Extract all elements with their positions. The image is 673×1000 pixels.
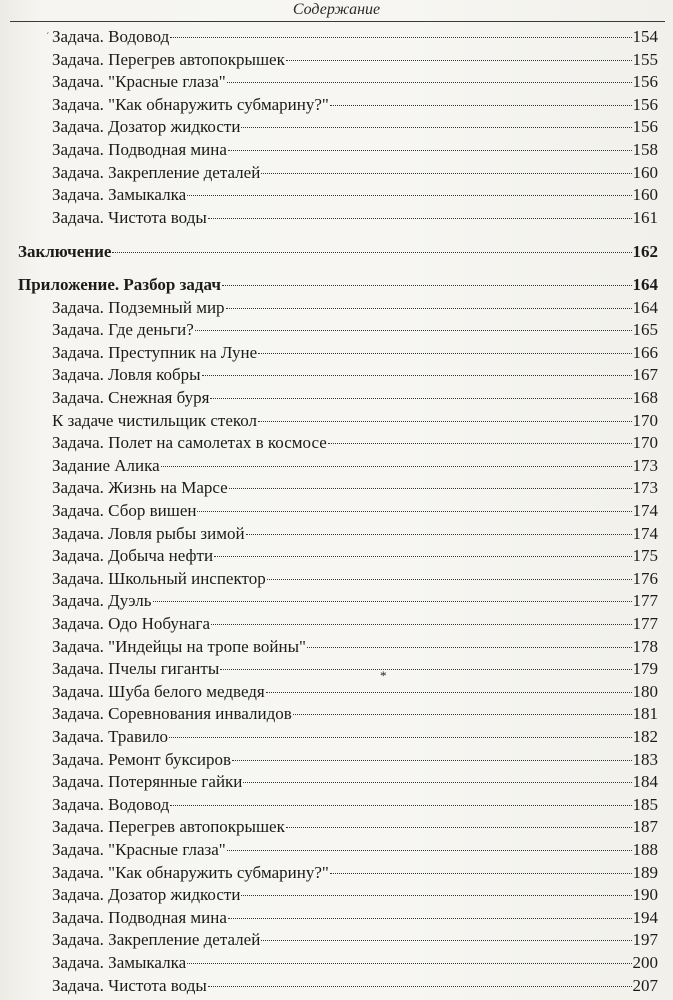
toc-entry — [52, 387, 658, 409]
toc-entry-title: Задача. Дозатор жидкости — [52, 885, 241, 905]
toc-entry — [52, 319, 658, 341]
toc-entry-page: 167 — [632, 365, 658, 385]
dot-leader — [208, 986, 632, 987]
dot-leader — [266, 692, 632, 693]
toc-entry-title: Задача. Водовод — [52, 27, 170, 46]
toc-entry-title: Задача. Жизнь на Марсе — [52, 478, 228, 498]
toc-entry-title: Приложение. Разбор задач — [18, 275, 221, 294]
toc-entry — [52, 26, 658, 48]
toc-entry-title: К задаче чистильщик стекол — [52, 410, 258, 430]
toc-entry-page: 174 — [632, 501, 658, 520]
toc-entry-title: Заключение — [18, 242, 112, 262]
dot-leader — [220, 669, 631, 670]
toc-entry-page: 177 — [632, 591, 658, 611]
toc-section — [18, 241, 658, 263]
toc-entry — [52, 71, 658, 93]
toc-entry-page: 207 — [632, 975, 658, 995]
dot-leader — [330, 105, 632, 106]
toc-entry-page: 156 — [632, 117, 658, 137]
dot-leader — [228, 918, 632, 919]
toc-entry-page: 183 — [632, 749, 658, 769]
toc-entry-title: Задача. Ловля рыбы зимой — [52, 523, 245, 543]
dot-leader — [195, 330, 632, 331]
dot-leader — [227, 82, 632, 83]
toc-entry-page: 170 — [632, 433, 658, 453]
dot-leader — [258, 353, 631, 354]
toc-entry — [52, 342, 658, 364]
dot-leader — [222, 285, 632, 286]
toc-entry-page: 168 — [632, 388, 658, 407]
dot-leader — [261, 173, 631, 174]
toc-entry — [52, 94, 658, 116]
dot-leader — [286, 60, 632, 61]
toc-entry — [52, 636, 658, 658]
dot-leader — [293, 714, 632, 715]
toc-entry-title: Задача. Водовод — [52, 794, 170, 814]
dot-leader — [112, 252, 631, 253]
toc-entry-page: 200 — [632, 953, 658, 972]
toc-entry — [52, 816, 658, 838]
toc-entry-page: 187 — [632, 817, 658, 837]
dot-leader — [208, 218, 632, 219]
toc-entry-title: Задача. Чистота воды — [52, 207, 207, 227]
dot-leader — [153, 601, 632, 602]
toc-entry-title: Задача. Школьный инспектор — [52, 568, 266, 588]
toc-entry-title: Задача. Чистота воды — [52, 975, 207, 995]
toc-entry — [52, 455, 658, 477]
toc-entry-page: 154 — [632, 27, 658, 46]
toc-entry-page: 184 — [632, 772, 658, 792]
toc-entry — [52, 364, 658, 386]
header-rule — [10, 21, 665, 22]
toc-entry-page: 181 — [632, 704, 658, 724]
toc-entry — [52, 884, 658, 906]
toc-entry — [52, 523, 658, 545]
print-speck: ˊ — [46, 32, 50, 43]
dot-leader — [246, 534, 632, 535]
dot-leader — [170, 37, 631, 38]
dot-leader — [307, 647, 632, 648]
toc-entry-title: Задача. Снежная буря — [52, 388, 210, 407]
toc-entry — [52, 952, 658, 974]
toc-entry — [52, 545, 658, 567]
toc-entry-page: 197 — [632, 930, 658, 950]
toc-entry-page: 190 — [632, 885, 658, 905]
dot-leader — [202, 375, 632, 376]
toc-entry-title: Задача. "Как обнаружить субмарину?" — [52, 94, 329, 114]
toc-entry-title: Задача. Преступник на Луне — [52, 342, 258, 362]
dot-leader — [229, 488, 632, 489]
dot-leader — [241, 127, 631, 128]
toc-entry-title: Задача. Закрепление деталей — [52, 162, 261, 182]
toc-entry — [52, 410, 658, 432]
toc-entry — [52, 116, 658, 138]
toc-entry-title: Задача. Одо Нобунага — [52, 614, 211, 633]
dot-leader — [197, 511, 631, 512]
dot-leader — [187, 195, 631, 196]
toc-entry — [52, 726, 658, 748]
dot-leader — [261, 940, 631, 941]
toc-entry-title: Задача. "Красные глаза" — [52, 72, 226, 92]
toc-entry-page: 173 — [632, 455, 658, 475]
toc-entry-page: 166 — [632, 342, 658, 362]
dot-leader — [228, 150, 632, 151]
dot-leader — [211, 624, 631, 625]
toc-entry-page: 178 — [632, 636, 658, 656]
toc-entry — [52, 907, 658, 929]
dot-leader — [258, 421, 631, 422]
toc-entry-page: 156 — [632, 94, 658, 114]
toc-entry-title: Задача. Сбор вишен — [52, 501, 197, 520]
toc-entry — [52, 839, 658, 861]
toc-entry-title: Задача. "Как обнаружить субмарину?" — [52, 862, 329, 882]
toc-entry-page: 160 — [632, 185, 658, 205]
toc-entry-page: 158 — [632, 140, 658, 159]
toc-entry-title: Задача. Подводная мина — [52, 907, 227, 927]
toc-entry — [52, 703, 658, 725]
dot-leader — [214, 556, 631, 557]
dot-leader — [267, 579, 632, 580]
toc-entry — [52, 568, 658, 590]
toc-entry-page: 175 — [632, 546, 658, 566]
toc-entry — [52, 929, 658, 951]
dot-leader — [232, 760, 632, 761]
toc-entry-page: 162 — [632, 242, 658, 262]
toc-entry-title: Задача. Шуба белого медведя — [52, 681, 265, 701]
toc-entry — [52, 500, 658, 522]
toc-entry — [52, 590, 658, 612]
toc-section — [18, 274, 658, 296]
toc-entry-title: Задача. Травило — [52, 727, 169, 746]
toc-entry-title: Задача. Замыкалка — [52, 185, 187, 205]
toc-entry-title: Задача. Соревнования инвалидов — [52, 704, 292, 724]
toc-entry-title: Задача. Подземный мир — [52, 297, 225, 317]
toc-entry-title: Задача. Добыча нефти — [52, 546, 214, 566]
toc-entry — [52, 749, 658, 771]
dot-leader — [187, 963, 631, 964]
toc-entry-title: Задание Алика — [52, 455, 160, 475]
toc-entry — [52, 207, 658, 229]
dot-leader — [170, 805, 631, 806]
toc-entry-title: Задача. Закрепление деталей — [52, 930, 261, 950]
toc-entry-page: 160 — [632, 162, 658, 182]
dot-leader — [286, 827, 632, 828]
toc-entry-title: Задача. Потерянные гайки — [52, 772, 243, 792]
toc-entry-page: 164 — [632, 297, 658, 317]
toc-entry-page: 180 — [632, 681, 658, 701]
toc-entry — [52, 681, 658, 703]
toc-entry-page: 173 — [632, 478, 658, 498]
toc-entry — [52, 49, 658, 71]
toc-entry-page: 155 — [632, 49, 658, 69]
toc-entry-title: Задача. Замыкалка — [52, 953, 187, 972]
toc-entry — [52, 771, 658, 793]
toc-entry-title: Задача. Перегрев автопокрышек — [52, 49, 285, 69]
toc-entry-page: 179 — [632, 659, 658, 679]
toc-entry-title: Задача. Ловля кобры — [52, 365, 201, 385]
toc-entry-title: Задача. Перегрев автопокрышек — [52, 817, 285, 837]
toc-entry — [52, 975, 658, 997]
toc-entry-title: Задача. Дуэль — [52, 591, 152, 611]
running-head: Содержание — [292, 1, 381, 18]
dot-leader — [241, 895, 631, 896]
toc-entry-page: 176 — [632, 568, 658, 588]
toc-entry — [52, 658, 658, 683]
print-speck: * — [380, 668, 387, 683]
toc-entry-page: 188 — [632, 840, 658, 859]
toc-entry-title: Задача. Подводная мина — [52, 140, 227, 159]
dot-leader — [161, 466, 632, 467]
dot-leader — [330, 873, 632, 874]
dot-leader — [243, 782, 631, 783]
toc-entry — [52, 862, 658, 884]
toc-entry-title: Задача. Полет на самолетах в космосе — [52, 433, 327, 453]
toc-entry — [52, 297, 658, 319]
dot-leader — [226, 308, 632, 309]
toc-entry-page: 182 — [632, 727, 658, 746]
dot-leader — [227, 850, 632, 851]
dot-leader — [210, 398, 631, 399]
toc-entry-page: 174 — [632, 523, 658, 543]
toc-entry — [52, 162, 658, 184]
toc-entry-page: 185 — [632, 794, 658, 814]
toc-entry-page: 177 — [632, 614, 658, 633]
toc-entry-page: 161 — [632, 207, 658, 227]
toc-entry — [52, 613, 658, 635]
toc-entry — [52, 477, 658, 499]
toc-entry — [52, 432, 658, 454]
toc-entry-title: Задача. Дозатор жидкости — [52, 117, 241, 137]
toc-entry-title: Задача. Пчелы гиганты — [52, 659, 220, 679]
toc-entry-page: 189 — [632, 862, 658, 882]
toc-entry-title: Задача. Ремонт буксиров — [52, 749, 231, 769]
toc-entry — [52, 184, 658, 206]
toc-entry-page: 165 — [632, 320, 658, 340]
toc-entry-title: Задача. Где деньги? — [52, 320, 194, 340]
toc-entry-page: 164 — [632, 275, 658, 294]
toc-entry — [52, 139, 658, 161]
toc-entry-page: 194 — [632, 907, 658, 927]
dot-leader — [328, 443, 632, 444]
toc-entry-page: 156 — [632, 72, 658, 92]
toc-entry-page: 170 — [632, 410, 658, 430]
toc-entry — [52, 794, 658, 816]
toc-entry-title: Задача. "Красные глаза" — [52, 840, 226, 859]
dot-leader — [169, 737, 631, 738]
toc-entry-title: Задача. "Индейцы на тропе войны" — [52, 636, 306, 656]
